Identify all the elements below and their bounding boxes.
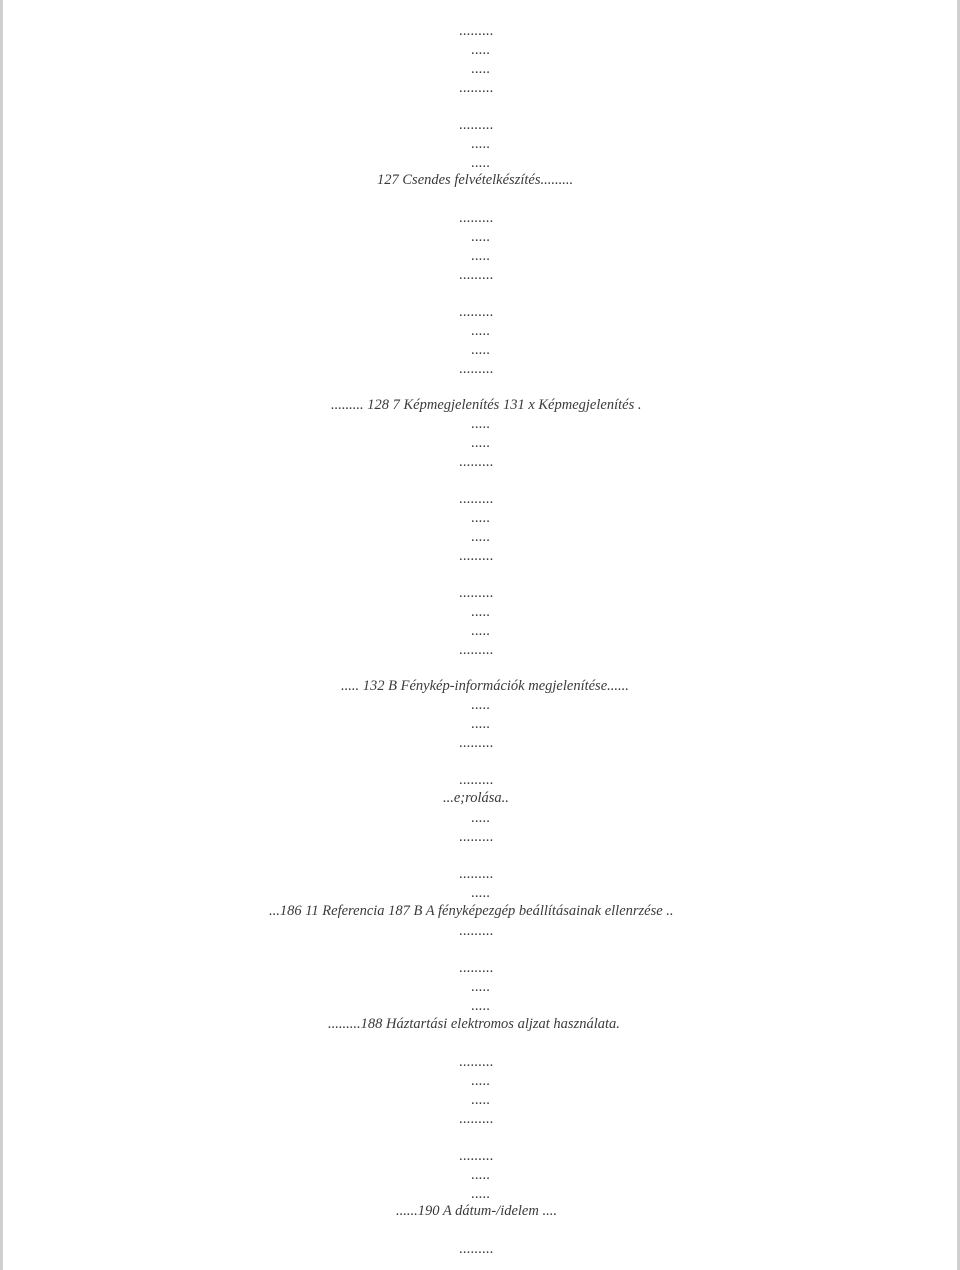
toc-entry: ...186 11 Referencia 187 B A fényképezgép beállításainak ellenrzése .. xyxy=(269,903,674,919)
toc-entry: .........188 Háztartási elektromos aljzat használata. xyxy=(328,1016,620,1032)
toc-line: ......... xyxy=(459,829,494,845)
toc-line: ..... xyxy=(471,810,491,826)
toc-line: ......... xyxy=(459,642,494,658)
toc-line: ..... xyxy=(471,1167,491,1183)
toc-line: ......... xyxy=(459,454,494,470)
toc-line: ..... xyxy=(471,61,491,77)
toc-line: ..... xyxy=(471,697,491,713)
toc-line: ..... xyxy=(471,885,491,901)
toc-line: ..... xyxy=(471,416,491,432)
toc-line: ......... xyxy=(459,1054,494,1070)
toc-line: ..... xyxy=(471,435,491,451)
toc-line: ..... xyxy=(471,979,491,995)
toc-line: ......... xyxy=(459,735,494,751)
toc-line: ......... xyxy=(459,960,494,976)
toc-line: ..... xyxy=(471,248,491,264)
toc-line: ......... xyxy=(459,210,494,226)
toc-line: ..... xyxy=(471,342,491,358)
toc-line: ......... xyxy=(459,585,494,601)
toc-line: ..... xyxy=(471,323,491,339)
toc-line: ..... xyxy=(471,1186,491,1202)
toc-line: ......... xyxy=(459,80,494,96)
toc-line: ..... xyxy=(471,1092,491,1108)
toc-line: ......... xyxy=(459,772,494,788)
toc-line: ..... xyxy=(471,136,491,152)
toc-line: ..... xyxy=(471,529,491,545)
toc-line: ..... xyxy=(471,623,491,639)
toc-line: ......... xyxy=(459,361,494,377)
toc-line: ......... xyxy=(459,117,494,133)
toc-line: ..... xyxy=(471,510,491,526)
toc-line: ..... xyxy=(471,998,491,1014)
toc-line: ......... xyxy=(459,923,494,939)
toc-entry: ..... 132 B Fénykép-információk megjelenítése...... xyxy=(341,678,629,694)
toc-line: ......... xyxy=(459,866,494,882)
toc-line: ..... xyxy=(471,229,491,245)
toc-line: ......... xyxy=(459,23,494,39)
toc-entry: 127 Csendes felvételkészítés......... xyxy=(377,172,574,188)
toc-line: ......... xyxy=(459,548,494,564)
toc-line: ..... xyxy=(471,604,491,620)
toc-entry: ...e;rolása.. xyxy=(443,790,509,806)
toc-line: ..... xyxy=(471,155,491,171)
toc-line: ......... xyxy=(459,267,494,283)
toc-line: ......... xyxy=(459,491,494,507)
toc-line: ......... xyxy=(459,1148,494,1164)
toc-entry: ......... 128 7 Képmegjelenítés 131 x Képmegjelenítés . xyxy=(331,397,642,413)
toc-line: ......... xyxy=(459,304,494,320)
toc-line: ......... xyxy=(459,1111,494,1127)
toc-line: ..... xyxy=(471,42,491,58)
toc-line: ..... xyxy=(471,1073,491,1089)
toc-entry: ......190 A dátum-/idelem .... xyxy=(396,1203,557,1219)
toc-line: ..... xyxy=(471,716,491,732)
toc-line: ......... xyxy=(459,1241,494,1257)
